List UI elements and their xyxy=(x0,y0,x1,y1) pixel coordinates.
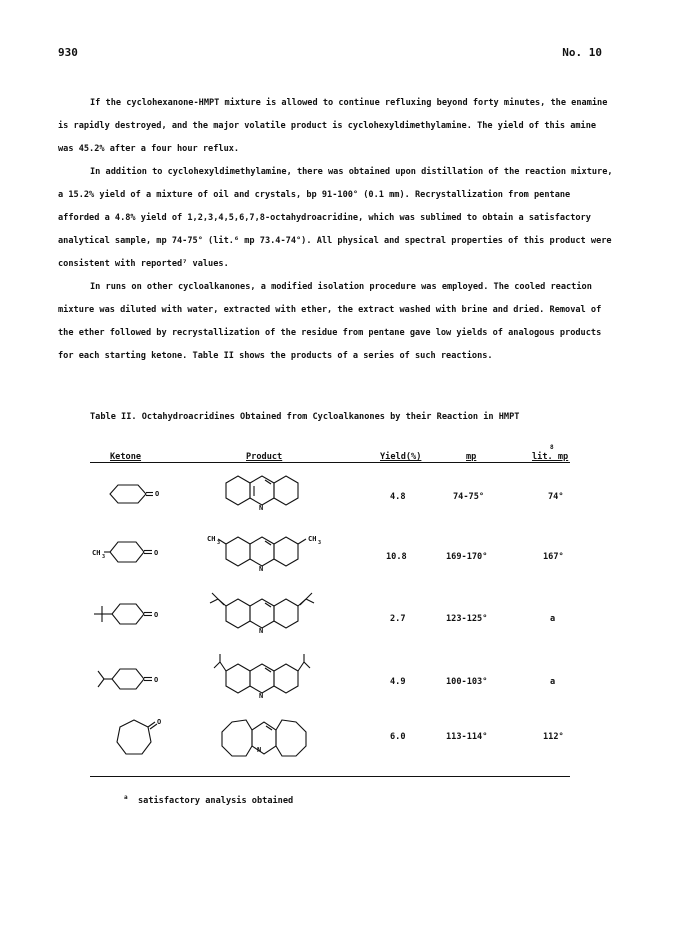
nitrogen-label: N xyxy=(259,565,264,573)
nitrogen-label: N xyxy=(257,746,262,754)
methyl-subscript: 3 xyxy=(102,554,106,560)
lit-mp-ref: 8 xyxy=(550,444,554,451)
lit-cell: 167° xyxy=(543,552,564,562)
col-head-mp: mp xyxy=(466,452,477,462)
mp-cell: 100-103° xyxy=(446,677,488,687)
mp-cell: 169-170° xyxy=(446,552,488,562)
yield-cell: 6.0 xyxy=(390,732,406,742)
paragraph-1: If the cyclohexanone-HMPT mixture is allowed to continue refluxing beyond forty minutes, the enamine is rapidly destroyed, and the major volatile product is cyclohexyldimethylamine. The yield of this amine was 45.2% after a four hour reflux. xyxy=(58,98,608,154)
table-bottom-rule xyxy=(90,776,570,777)
yield-cell: 4.8 xyxy=(390,492,406,502)
product-1-structure xyxy=(226,476,298,505)
nitrogen-label: N xyxy=(259,692,264,700)
footnote xyxy=(124,794,293,806)
oxygen-label: O xyxy=(157,718,162,726)
lit-cell: a xyxy=(550,614,556,624)
product-5-structure xyxy=(222,720,306,756)
yield-cell: 2.7 xyxy=(390,614,406,624)
methyl-label: CH xyxy=(207,535,216,543)
table-title: Table II. Octahydroacridines Obtained from Cycloalkanones by their Reaction in HMPT xyxy=(90,412,520,422)
oxygen-label: O xyxy=(154,549,159,557)
methyl-subscript: 3 xyxy=(318,540,322,546)
ketone-5-structure xyxy=(117,720,157,754)
lit-mp-label: lit. mp xyxy=(532,452,569,462)
col-head-ketone: Ketone xyxy=(110,452,142,462)
yield-cell: 10.8 xyxy=(386,552,407,562)
nitrogen-label: N xyxy=(259,504,264,512)
nitrogen-label: N xyxy=(259,627,264,635)
footnote-mark: a xyxy=(124,794,128,801)
product-3-structure xyxy=(210,593,314,628)
mp-cell: 74-75° xyxy=(453,492,485,502)
ketone-4-structure xyxy=(98,669,152,689)
product-2-structure xyxy=(218,537,306,566)
col-head-product: Product xyxy=(246,452,283,462)
product-4-structure xyxy=(214,654,310,693)
paragraph-2: In addition to cyclohexyldimethylamine, there was obtained upon distillation of the reaction mixture, a 15.2% yield of a mixture of oil and crystals, bp 91-100° (0.1 mm). Recrystallization from pentane afforded a 4.8% yield of 1,2,3,4,5,6,7,8-octahydroacridine, which was sublimed to obtain a satisfactory analytical sample, mp 74-75° (lit.⁶ mp 73.4-74°). All physical and spectral properties of this product were consistent with reported⁷ values. xyxy=(58,167,613,269)
ketone-1-structure xyxy=(110,485,153,503)
oxygen-label: O xyxy=(154,676,159,684)
methyl-label: CH xyxy=(308,535,317,543)
methyl-label: CH xyxy=(92,549,101,557)
lit-cell: a xyxy=(550,677,556,687)
lit-cell: 112° xyxy=(543,732,564,742)
ketone-2-structure xyxy=(104,542,152,562)
mp-cell: 113-114° xyxy=(446,732,488,742)
mp-cell: 123-125° xyxy=(446,614,488,624)
footnote-text: satisfactory analysis obtained xyxy=(137,795,294,806)
ketone-3-structure xyxy=(94,604,152,624)
methyl-subscript: 3 xyxy=(217,540,221,546)
issue-number: No. 10 xyxy=(562,46,602,59)
oxygen-label: O xyxy=(154,611,159,619)
col-head-yield: Yield(%) xyxy=(380,452,422,462)
lit-cell: 74° xyxy=(548,492,564,502)
yield-cell: 4.9 xyxy=(390,677,406,687)
oxygen-label: O xyxy=(155,490,160,498)
paragraph-3: In runs on other cycloalkanones, a modified isolation procedure was employed. The cooled reaction mixture was diluted with water, extracted with ether, the extract washed with brine and dried. Removal of the ether followed by recrystallization of the residue from pentane gave low yields of analogous products for each starting ketone. Table II shows the products of a series of such reactions. xyxy=(58,282,602,361)
page-number: 930 xyxy=(58,46,78,59)
